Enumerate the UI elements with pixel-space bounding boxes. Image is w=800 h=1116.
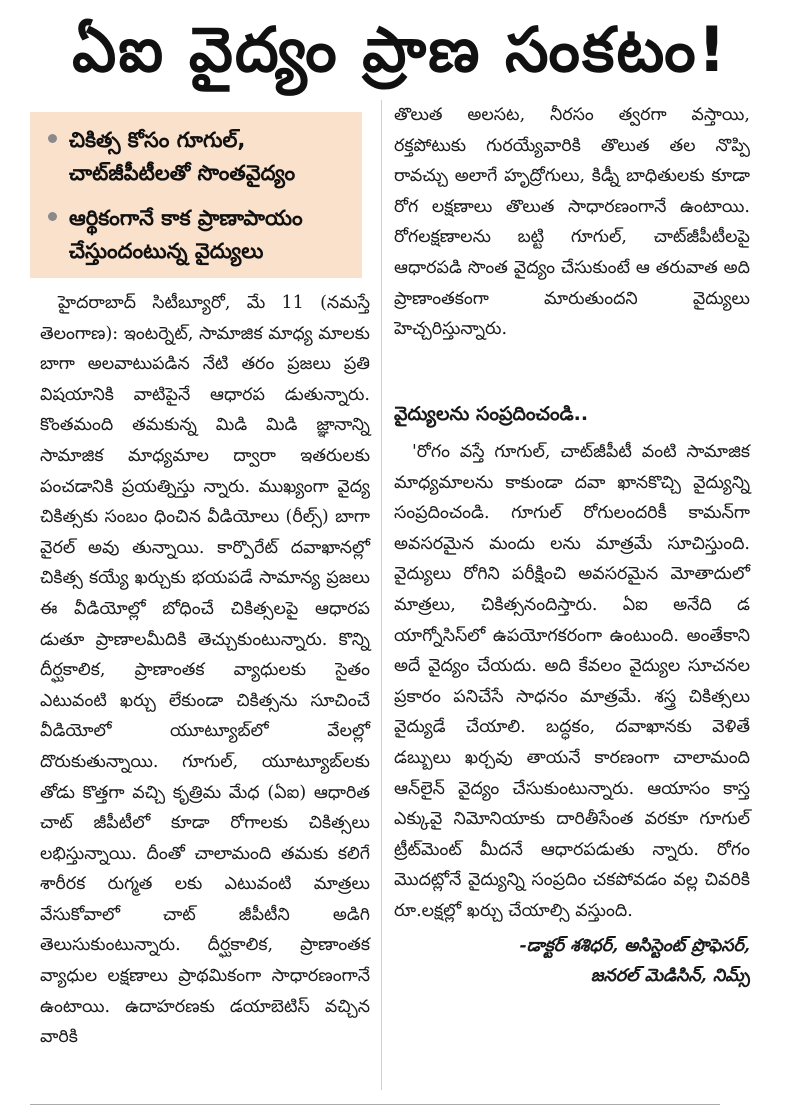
highlights-box bbox=[30, 112, 362, 278]
subheading: వైద్యులను సంప్రదించండి.. bbox=[394, 403, 589, 425]
article-column-right bbox=[394, 100, 750, 991]
byline-name: -డాక్టర్ శశిధర్, అసిస్టెంట్ ప్రొఫెసర్, bbox=[519, 935, 750, 956]
bullet-dot-icon bbox=[48, 134, 57, 143]
highlight-item bbox=[48, 202, 352, 268]
byline bbox=[394, 931, 750, 991]
column-divider bbox=[381, 100, 382, 1090]
body-paragraph-right: తొలుత అలసట, నీరసం త్వరగా వస్తాయి, రక్తపోటుకు గురయ్యేవారికి తొలుత తల నొప్పి రావచ్చు అలాగే హృద్రోగులు, కిడ్నీ బాధితులకు కూడా రోగ లక్షణాలు తొలుత సాధారణంగానే ఉంటాయి. రోగలక్షణాలను బట్టి గూగుల్, చాట్‌జీపీటీలపై ఆధారపడి సొంత వైద్యం చేసుకుంటే ఆ తరువాత అది ప్రాణాంతకంగా మారుతుందని వైద్యులు హెచ్చరిస్తున్నారు. bbox=[394, 105, 750, 340]
highlight-text: ఆర్థికంగానే కాక ప్రాణాపాయం చేస్తుందంటున్న వైద్యులు bbox=[69, 206, 303, 263]
highlight-item bbox=[48, 124, 352, 190]
bullet-dot-icon bbox=[48, 212, 57, 221]
byline-affiliation: జనరల్ మెడిసిన్, నిమ్స్ bbox=[590, 965, 750, 986]
article-column-left bbox=[40, 288, 370, 1053]
bottom-rule bbox=[30, 1104, 720, 1105]
headline: ఏఐ వైద్యం ప్రాణ సంకటం! bbox=[72, 13, 728, 86]
doctor-quote: 'రోగం వస్తే గూగుల్, చాట్‌జీపీటీ వంటి సామాజిక మాధ్యమాలను కాకుండా దవా ఖానకొచ్చి వైద్యున్ని సంప్రదించండి. గూగుల్ రోగులందరికీ కామన్‌గా అవసరమైన మందు లను మాత్రమే సూచిస్తుంది. వైద్యులు రోగిని పరీక్షించి అవసరమైన మోతాదులో మాత్రలు, చికిత్సనందిస్తారు. ఏఐ అనేది డ యాగ్నోసిస్‌లో ఉపయోగకరంగా ఉంటుంది. అంతేకాని అదే వైద్యం చేయదు. అది కేవలం వైద్యుల సూచనల ప్రకారం పనిచేసే సాధనం మాత్రమే. శస్త్ర చికిత్సలు వైద్యుడే చేయాలి. బద్ధకం, దవాఖానకు వెళితే డబ్బులు ఖర్చవు తాయనే కారణంగా చాలామంది ఆన్‌లైన్ వైద్యం చేసుకుంటున్నారు. ఆయాసం కాస్త ఎక్కువై నిమోనియాకు దారితీసేంత వరకూ గూగుల్ ట్రీట్‌మెంట్ మీదనే ఆధారపడుతు న్నారు. రోగం మొదట్లోనే వైద్యున్ని సంప్రదిం చకపోవడం వల్ల చివరికి రూ.లక్షల్లో ఖర్చు చేయాల్సి వస్తుంది. bbox=[394, 442, 750, 921]
highlight-text: చికిత్స కోసం గూగుల్, చాట్‌జీపీటీలతో సొంతవైద్యం bbox=[69, 128, 296, 185]
body-paragraph-left: హైదరాబాద్ సిటీబ్యూరో, మే 11 (నమస్తే తెలంగాణ): ఇంటర్నెట్, సామాజిక మాధ్య మాలకు బాగా అలవాటుపడిన నేటి తరం ప్రజలు ప్రతి విషయానికి వాటిపైనే ఆధారప డుతున్నారు. కొంతమంది తమకున్న మిడి మిడి జ్ఞానాన్ని సామాజిక మాధ్యమాల ద్వారా ఇతరులకు పంచడానికి ప్రయత్నిస్తు న్నారు. ముఖ్యంగా వైద్య చికిత్సకు సంబం ధించిన వీడియోలు (రీల్స్) బాగా వైరల్ అవు తున్నాయి. కార్పొరేట్ దవాఖానల్లో చికిత్స కయ్యే ఖర్చుకు భయపడే సామాన్య ప్రజలు ఈ వీడియోల్లో బోధించే చికిత్సలపై ఆధారప డుతూ ప్రాణాలమీదికి తెచ్చుకుంటున్నారు. కొన్ని దీర్ఘకాలిక, ప్రాణాంతక వ్యాధులకు సైతం ఎటువంటి ఖర్చు లేకుండా చికిత్సను సూచించే వీడియోలో యూట్యూబ్‌లో వేలల్లో దొరుకుతున్నాయి. గూగుల్, యూట్యూబ్‌లకు తోడు కొత్తగా వచ్చి కృత్రిమ మేధ (ఏఐ) ఆధారిత చాట్ జీపీటీలో కూడా రోగాలకు చికిత్సలు లభిస్తున్నాయి. దీంతో చాలామంది తమకు కలిగే శారీరక రుగ్మత లకు ఎటువంటి మాత్రలు వేసుకోవాలో చాట్ జీపీటీని అడిగి తెలుసుకుంటున్నారు. దీర్ఘకాలిక, ప్రాణాంతక వ్యాధుల లక్షణాలు ప్రాథమికంగా సాధారణంగానే ఉంటాయి. ఉదాహరణకు డయాబెటిస్ వచ్చిన వారికి bbox=[40, 293, 370, 1048]
